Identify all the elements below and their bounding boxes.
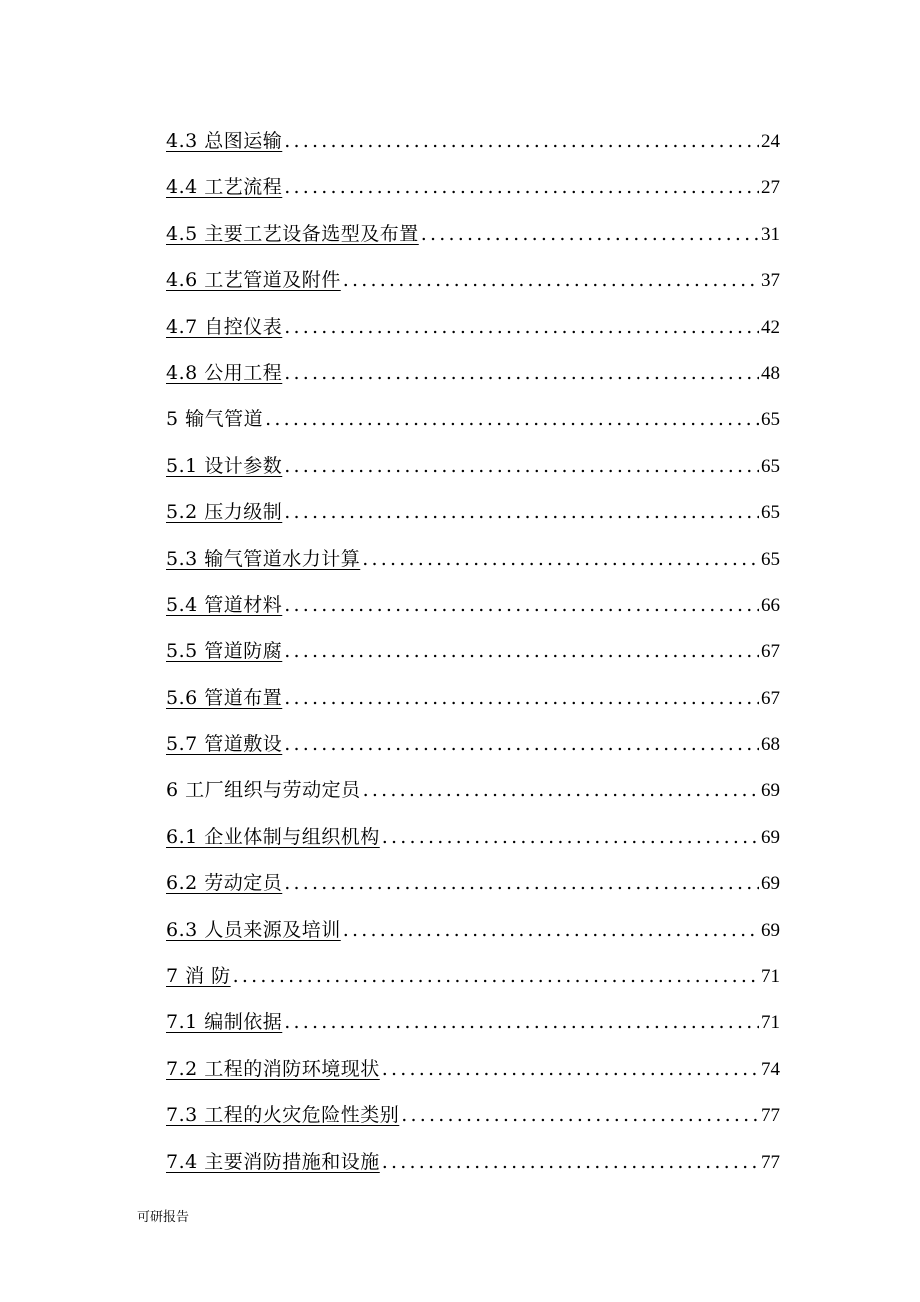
toc-entry[interactable] [166,860,780,906]
toc-dot-leader [284,118,759,164]
toc-page-number: 67 [761,641,780,663]
toc-dot-leader [284,860,759,906]
toc-entry-title[interactable]: 5.7 管道敷设 [166,733,283,756]
toc-entry-title[interactable]: 7 消 防 [166,965,231,988]
toc-dot-leader [284,489,759,535]
toc-dot-leader [284,721,759,767]
toc-dot-leader [284,999,759,1045]
toc-page-number: 48 [761,362,780,384]
table-of-contents [166,118,780,1185]
toc-entry[interactable] [166,1139,780,1185]
toc-dot-leader [363,767,759,813]
toc-entry-title[interactable]: 5.3 输气管道水力计算 [166,547,361,570]
toc-dot-leader [284,582,759,628]
toc-dot-leader [284,164,759,210]
toc-entry-title[interactable]: 5.6 管道布置 [166,686,283,709]
toc-dot-leader [382,814,759,860]
toc-page-number: 69 [761,826,780,848]
toc-page-number: 77 [761,1151,780,1173]
toc-page-number: 69 [761,780,780,802]
toc-entry[interactable] [166,1046,780,1092]
toc-entry-title[interactable]: 5 输气管道 [166,408,264,431]
toc-entry-title[interactable]: 5.4 管道材料 [166,593,283,616]
toc-page-number: 77 [761,1105,780,1127]
toc-page-number: 71 [761,1012,780,1034]
toc-page-number: 37 [761,270,780,292]
toc-entry-title[interactable]: 5.5 管道防腐 [166,640,283,663]
toc-page-number: 68 [761,734,780,756]
toc-dot-leader [421,211,759,257]
toc-dot-leader [343,257,759,303]
toc-page-number: 42 [761,316,780,338]
toc-entry-title[interactable]: 4.3 总图运输 [166,130,283,152]
toc-entry[interactable] [166,814,780,860]
toc-dot-leader [362,536,759,582]
toc-entry[interactable] [166,721,780,767]
toc-entry-title[interactable]: 6.3 人员来源及培训 [166,918,341,941]
toc-entry-title[interactable]: 6 工厂组织与劳动定员 [166,779,361,802]
toc-entry[interactable] [166,582,780,628]
toc-dot-leader [284,675,759,721]
toc-chapter-entry[interactable] [166,767,780,813]
toc-entry-title[interactable]: 6.2 劳动定员 [166,872,283,895]
toc-entry-title[interactable]: 7.1 编制依据 [166,1011,283,1034]
toc-dot-leader [382,1046,759,1092]
toc-entry[interactable] [166,443,780,489]
toc-page-number: 69 [761,919,780,941]
toc-entry[interactable] [166,164,780,210]
toc-entry[interactable] [166,628,780,674]
toc-page-number: 65 [761,455,780,477]
toc-dot-leader [401,1092,759,1138]
toc-page-number: 31 [761,223,780,245]
toc-page-number: 24 [761,131,780,152]
toc-page-number: 69 [761,873,780,895]
toc-page-number: 66 [761,594,780,616]
toc-entry[interactable] [166,907,780,953]
toc-entry[interactable] [166,999,780,1045]
toc-page-number: 65 [761,502,780,524]
toc-entry[interactable] [166,675,780,721]
toc-entry[interactable] [166,1092,780,1138]
page-footer: 可研报告 [137,1210,190,1225]
toc-page-number: 65 [761,548,780,570]
toc-entry-title[interactable]: 4.4 工艺流程 [166,176,283,199]
toc-dot-leader [284,443,759,489]
toc-page-number: 65 [761,409,780,431]
toc-entry[interactable] [166,536,780,582]
toc-entry[interactable] [166,211,780,257]
toc-dot-leader [284,628,759,674]
toc-entry-title[interactable]: 4.7 自控仪表 [166,315,283,338]
toc-chapter-entry[interactable] [166,953,780,999]
toc-page-number: 67 [761,687,780,709]
toc-entry[interactable] [166,304,780,350]
toc-dot-leader [284,350,759,396]
toc-entry-title[interactable]: 5.1 设计参数 [166,454,283,477]
toc-entry-title[interactable]: 7.2 工程的消防环境现状 [166,1057,380,1080]
toc-page-number: 71 [761,966,780,988]
toc-entry-title[interactable]: 4.5 主要工艺设备选型及布置 [166,222,419,245]
toc-dot-leader [233,953,759,999]
toc-entry[interactable] [166,257,780,303]
toc-entry[interactable] [166,118,780,164]
toc-dot-leader [265,396,759,442]
toc-chapter-entry[interactable] [166,396,780,442]
toc-entry[interactable] [166,489,780,535]
toc-entry-title[interactable]: 7.3 工程的火灾危险性类别 [166,1104,400,1127]
toc-entry-title[interactable]: 4.6 工艺管道及附件 [166,269,341,292]
toc-entry[interactable] [166,350,780,396]
toc-dot-leader [382,1139,759,1185]
toc-entry-title[interactable]: 5.2 压力级制 [166,501,283,524]
toc-page-number: 74 [761,1058,780,1080]
toc-entry-title[interactable]: 7.4 主要消防措施和设施 [166,1150,380,1173]
toc-entry-title[interactable]: 4.8 公用工程 [166,361,283,384]
toc-page-number: 27 [761,177,780,199]
toc-dot-leader [284,304,759,350]
toc-dot-leader [343,907,759,953]
toc-entry-title[interactable]: 6.1 企业体制与组织机构 [166,825,380,848]
